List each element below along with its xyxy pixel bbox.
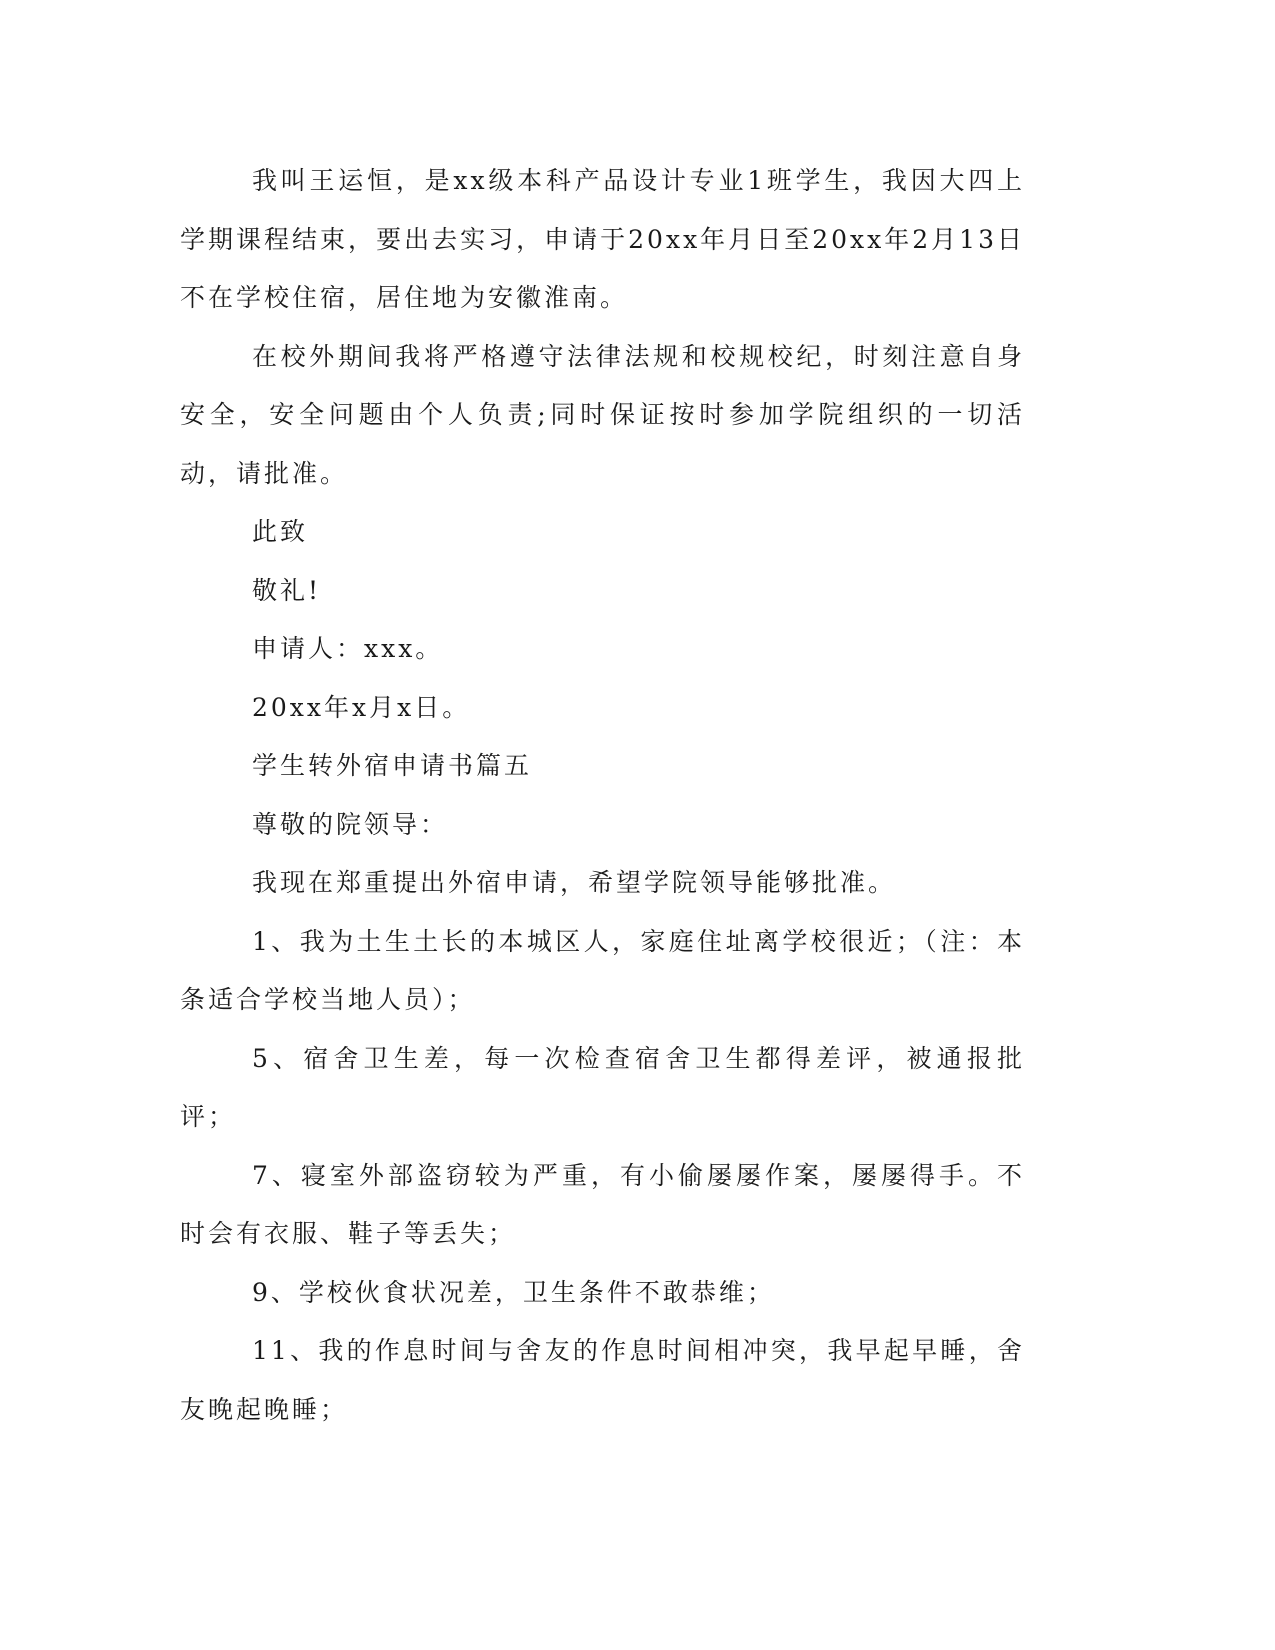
date-line: 20xx年x月x日。: [252, 692, 471, 722]
salutation: 尊敬的院领导：: [252, 809, 449, 839]
reason-item: 1、我为土生土长的本城区人，家庭住址离学校很近；（注：本条适合学校当地人员）；: [180, 926, 1025, 1014]
intro-paragraph: 我现在郑重提出外宿申请，希望学院领导能够批准。: [252, 868, 897, 897]
reason-item: 9、学校伙食状况差，卫生条件不敢恭维；: [252, 1277, 775, 1307]
document-body: [180, 152, 1025, 1439]
closing-jingli: 敬礼!: [252, 575, 322, 605]
reason-item: 11、我的作息时间与舍友的作息时间相冲突，我早起早睡，舍友晚起晚睡；: [180, 1336, 1025, 1424]
paragraph-internship-request: 我叫王运恒，是xx级本科产品设计专业1班学生，我因大四上学期课程结束，要出去实习，申请于20xx年月日至20xx年2月13日不在学校住宿，居住地为安徽淮南。: [180, 166, 1025, 312]
closing-cizhi: 此致: [252, 517, 309, 546]
reason-item: 5、宿舍卫生差，每一次检查宿舍卫生都得差评，被通报批评；: [180, 1043, 1025, 1131]
paragraph-conduct-pledge: 在校外期间我将严格遵守法律法规和校规校纪，时刻注意自身安全，安全问题由个人负责;同时保证按时参加学院组织的一切活动，请批准。: [180, 341, 1025, 488]
applicant-line: 申请人：xxx。: [252, 634, 444, 663]
reason-item: 7、寝室外部盗窃较为严重，有小偷屡屡作案，屡屡得手。不时会有衣服、鞋子等丢失；: [180, 1160, 1025, 1248]
section-title: 学生转外宿申请书篇五: [252, 751, 533, 780]
